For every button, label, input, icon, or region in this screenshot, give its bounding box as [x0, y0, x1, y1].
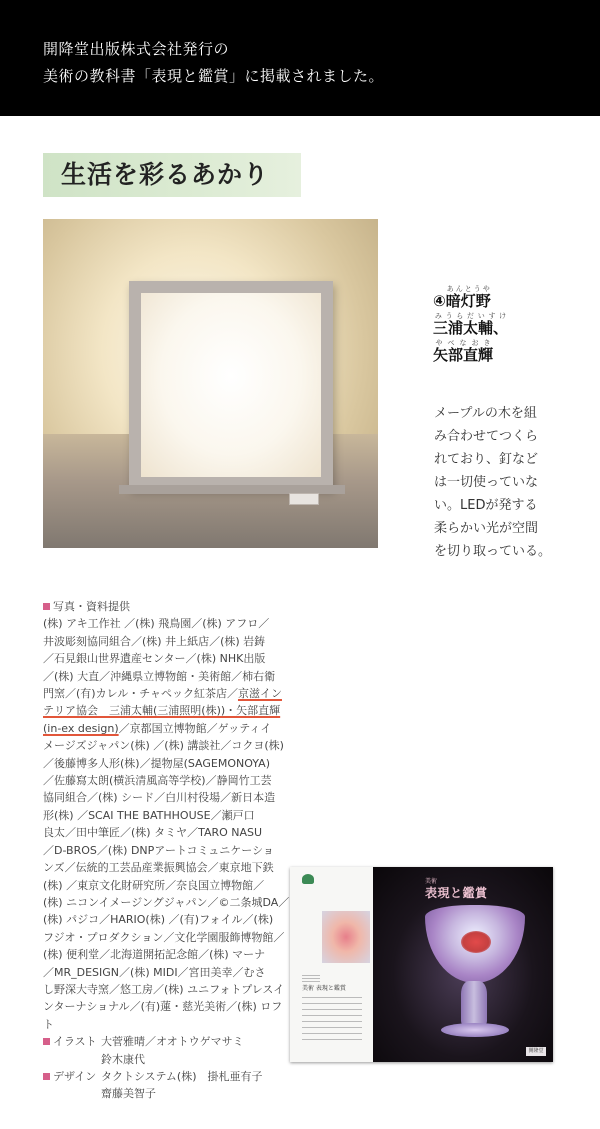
caption-body-line: を切り取っている。: [434, 544, 552, 559]
caption-body-line: い。LEDが発する: [434, 498, 538, 513]
ruby-3b: べ: [447, 339, 460, 347]
highlight-kyoshi: 京滋イン: [237, 687, 282, 701]
bullet-square-icon: [43, 1038, 50, 1045]
header-line-1: 開降堂出版株式会社発行の: [43, 40, 230, 58]
caption-title-line-1: [433, 285, 508, 312]
ruby-3d: き: [483, 339, 494, 347]
credit-line: (株) ／東京文化財研究所／奈良国立博物館／: [43, 878, 265, 892]
ruby-3c: なお: [459, 339, 484, 347]
bullet-square-icon: [43, 603, 50, 610]
credits-photo-heading: [43, 598, 271, 615]
credit-line: ／MR_DESIGN／(株) MIDI／宮田美幸／むさ: [43, 965, 266, 979]
caption-number: ④: [433, 292, 446, 310]
credit-line: メージズジャパン(株) ／(株) 講談社／コクヨ(株): [43, 739, 284, 753]
illust-label: イラスト: [53, 1035, 97, 1049]
caption-title-line-2: [433, 312, 508, 339]
illust-line: 鈴木康代: [101, 1052, 145, 1066]
credit-line: ／後藤博多人形(株)／提物屋(SAGEMONOYA): [43, 756, 270, 770]
ruby-1b: とう: [464, 285, 483, 293]
credits: [43, 598, 290, 1103]
illust-line: 大菅雅晴／オオトウゲマサミ: [101, 1035, 244, 1049]
vase-foot: [441, 1023, 509, 1037]
ruby-3a: や: [433, 339, 448, 347]
section-title: 生活を彩るあかり: [43, 153, 301, 197]
caption-title-1: 暗灯野: [445, 292, 491, 310]
caption-title-3: 矢部直輝: [433, 346, 494, 364]
credit-line: し野深大寺窯／悠工房／(株) ユニフォトプレスイ: [43, 982, 285, 996]
credit-line-part: ／京都国立博物館／ゲッティイ: [118, 721, 272, 735]
ruby-2b: うら: [445, 312, 467, 320]
publisher-logo-icon: [302, 874, 314, 884]
textbook-image: [290, 867, 553, 1062]
credit-line-highlight-c: [43, 720, 271, 737]
credit-line: 井波彫刻協同組合／(株) 井上紙店／(株) 岩鋳: [43, 634, 266, 648]
photo-label: 写真・資料提供: [53, 600, 130, 613]
credit-line: ／(株) 大直／沖縄県立博物館・美術館／柿右衛: [43, 669, 276, 683]
caption-body-line: れており、釘など: [434, 452, 539, 467]
caption-body: [434, 402, 564, 563]
highlight-credit: テリア協会 三浦太輔(三浦照明(株))・矢部直輝: [43, 704, 281, 718]
illust-label-col: [43, 1033, 101, 1050]
credit-line: 良太／田中筆匠／(株) タミヤ／TARO NASU: [43, 826, 263, 840]
book-cover: [373, 867, 553, 1062]
book-cover-badge: 開隆堂: [526, 1047, 546, 1056]
ruby-2a: み: [433, 312, 446, 320]
credit-line: (株) アキ工作社 ／(株) 飛鳥園／(株) アフロ／: [43, 617, 270, 631]
design-line: 齋藤美智子: [101, 1087, 156, 1101]
caption-title-line-3: [433, 339, 508, 366]
design-line: タクトシステム(株) 掛札亜有子: [101, 1069, 263, 1083]
lamp-photo: [43, 219, 378, 548]
credits-illust-row: [43, 1033, 271, 1050]
caption-title: [433, 285, 508, 366]
credits-design-row: [43, 1068, 271, 1085]
caption-body-line: は一切使っていな: [434, 475, 539, 490]
lamp-frame: [129, 281, 333, 489]
vase-stem: [461, 981, 487, 1025]
design-label: デザイン: [53, 1069, 97, 1083]
credit-line-highlight-b: [43, 702, 281, 719]
lamp-switch: [289, 493, 319, 505]
ruby-2c: だい: [467, 312, 489, 320]
book-text-lines: [302, 997, 362, 1043]
book-left-title: 美術 表現と鑑賞: [302, 985, 346, 992]
caption-body-line: み合わせてつくら: [434, 429, 539, 444]
ruby-2d: すけ: [488, 312, 508, 320]
book-text-lines: [302, 975, 320, 983]
credit-line: ／石見銀山世界遺産センター／(株) NHK出版: [43, 652, 266, 666]
credit-line: ／D-BROS／(株) DNPアートコミュニケーショ: [43, 843, 274, 857]
credit-line: ンターナショナル／(有)蓮・慈光美術／(株) ロフ: [43, 1000, 283, 1014]
credit-line: (株) パジコ／HARIO(株) ／(有)フォイル／(株): [43, 913, 274, 927]
caption-body-line: 柔らかい光が空間: [434, 521, 539, 536]
bullet-square-icon: [43, 1073, 50, 1080]
book-cover-title: 表現と鑑賞: [425, 886, 488, 900]
highlight-inex: (in-ex design): [43, 721, 119, 735]
vase-bowl: [425, 905, 525, 983]
book-mini-photo: [322, 911, 370, 963]
book-cover-subtitle: 美術: [425, 878, 438, 885]
credit-line: ンズ／伝統的工芸品産業振興協会／東京地下鉄: [43, 861, 274, 875]
header-banner: [0, 0, 600, 116]
credit-line-part: 門窯／(有)カレル・チャペック紅茶店／: [43, 687, 238, 701]
credit-line: 形(株) ／SCAI THE BATHHOUSE／瀬戸口: [43, 808, 255, 822]
ruby-1c: や: [482, 285, 491, 293]
credit-line-highlight-a: [43, 685, 282, 702]
credit-line: (株) ニコンイメージングジャパン／©二条城DA／: [43, 895, 290, 909]
credit-line: ト: [43, 1017, 54, 1031]
design-label-col: [43, 1068, 101, 1085]
credit-line: 協同組合／(株) シード／白川村役場／新日本造: [43, 791, 276, 805]
book-left-page: [290, 867, 373, 1062]
credit-line: フジオ・プロダクション／文化学園服飾博物館／: [43, 930, 285, 944]
header-line-2: 美術の教科書「表現と鑑賞」に掲載されました。: [43, 67, 385, 85]
caption-body-line: メープルの木を組: [434, 406, 537, 421]
credit-line: ／佐藤寫太朗(横浜清風高等学校)／静岡竹工芸: [43, 774, 272, 788]
caption-title-2: 三浦太輔、: [433, 319, 509, 337]
credit-line: (株) 便利堂／北海道開拓記念館／(株) マーナ: [43, 948, 266, 962]
ruby-1a: あん: [445, 285, 465, 293]
